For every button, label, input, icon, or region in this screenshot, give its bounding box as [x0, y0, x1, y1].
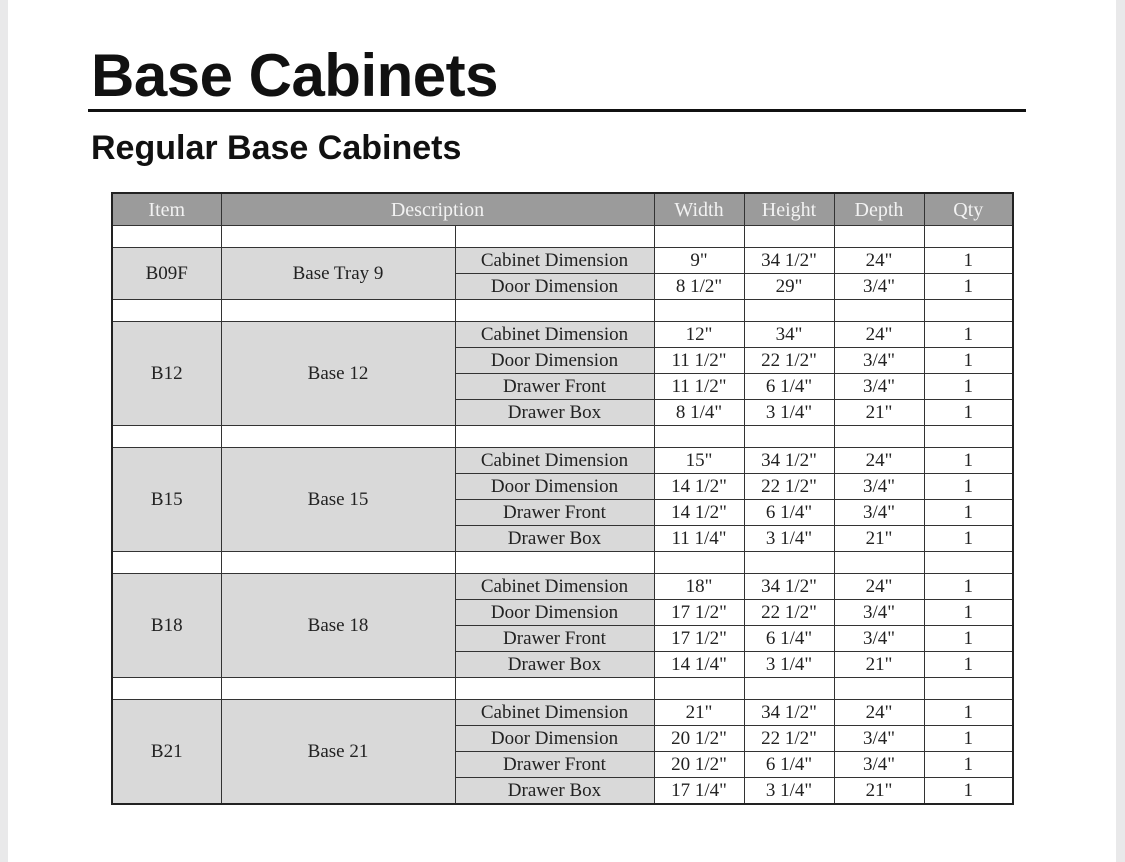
height-value: 34" — [744, 322, 834, 348]
part-name: Door Dimension — [455, 600, 654, 626]
height-value: 6 1/4" — [744, 752, 834, 778]
section-subtitle: Regular Base Cabinets — [91, 129, 462, 167]
table-row — [112, 700, 1013, 726]
table-row — [112, 322, 1013, 348]
spacer-cell — [221, 300, 455, 322]
spacer-cell — [834, 678, 924, 700]
spacer-cell — [744, 426, 834, 448]
width-value: 17 1/2" — [654, 626, 744, 652]
qty-value: 1 — [924, 322, 1013, 348]
spacer-cell — [112, 426, 221, 448]
height-value: 34 1/2" — [744, 448, 834, 474]
height-value: 22 1/2" — [744, 474, 834, 500]
part-name: Drawer Front — [455, 500, 654, 526]
header-qty: Qty — [924, 193, 1013, 226]
height-value: 29" — [744, 274, 834, 300]
depth-value: 3/4" — [834, 726, 924, 752]
height-value: 22 1/2" — [744, 600, 834, 626]
depth-value: 24" — [834, 248, 924, 274]
width-value: 14 1/2" — [654, 474, 744, 500]
qty-value: 1 — [924, 448, 1013, 474]
spacer-cell — [924, 426, 1013, 448]
cabinet-spec-table — [111, 192, 1014, 805]
height-value: 6 1/4" — [744, 626, 834, 652]
spacer-cell — [112, 226, 221, 248]
header-width: Width — [654, 193, 744, 226]
qty-value: 1 — [924, 248, 1013, 274]
spacer-cell — [744, 300, 834, 322]
width-value: 20 1/2" — [654, 752, 744, 778]
depth-value: 3/4" — [834, 500, 924, 526]
qty-value: 1 — [924, 348, 1013, 374]
qty-value: 1 — [924, 626, 1013, 652]
part-name: Drawer Front — [455, 626, 654, 652]
spacer-row — [112, 426, 1013, 448]
width-value: 11 1/2" — [654, 374, 744, 400]
spacer-cell — [654, 226, 744, 248]
qty-value: 1 — [924, 600, 1013, 626]
qty-value: 1 — [924, 574, 1013, 600]
qty-value: 1 — [924, 374, 1013, 400]
depth-value: 3/4" — [834, 474, 924, 500]
spacer-cell — [112, 678, 221, 700]
spacer-row — [112, 552, 1013, 574]
height-value: 22 1/2" — [744, 348, 834, 374]
height-value: 3 1/4" — [744, 526, 834, 552]
spacer-cell — [924, 226, 1013, 248]
spacer-row — [112, 300, 1013, 322]
spacer-row — [112, 678, 1013, 700]
part-name: Door Dimension — [455, 474, 654, 500]
height-value: 6 1/4" — [744, 500, 834, 526]
header-item: Item — [112, 193, 221, 226]
spacer-cell — [744, 678, 834, 700]
spacer-cell — [112, 552, 221, 574]
height-value: 6 1/4" — [744, 374, 834, 400]
spacer-cell — [112, 300, 221, 322]
spacer-cell — [654, 426, 744, 448]
qty-value: 1 — [924, 274, 1013, 300]
width-value: 8 1/4" — [654, 400, 744, 426]
spacer-cell — [221, 552, 455, 574]
spacer-cell — [654, 300, 744, 322]
width-value: 11 1/4" — [654, 526, 744, 552]
spacer-cell — [924, 678, 1013, 700]
qty-value: 1 — [924, 726, 1013, 752]
depth-value: 3/4" — [834, 274, 924, 300]
part-name: Cabinet Dimension — [455, 448, 654, 474]
width-value: 18" — [654, 574, 744, 600]
qty-value: 1 — [924, 752, 1013, 778]
spacer-cell — [744, 226, 834, 248]
width-value: 9" — [654, 248, 744, 274]
depth-value: 21" — [834, 652, 924, 678]
table-row — [112, 448, 1013, 474]
depth-value: 3/4" — [834, 752, 924, 778]
height-value: 34 1/2" — [744, 248, 834, 274]
depth-value: 24" — [834, 322, 924, 348]
spacer-cell — [834, 426, 924, 448]
header-description: Description — [221, 193, 654, 226]
part-name: Drawer Box — [455, 778, 654, 805]
width-value: 17 1/4" — [654, 778, 744, 805]
part-name: Drawer Box — [455, 526, 654, 552]
spacer-cell — [455, 300, 654, 322]
depth-value: 24" — [834, 700, 924, 726]
width-value: 15" — [654, 448, 744, 474]
header-depth: Depth — [834, 193, 924, 226]
height-value: 3 1/4" — [744, 400, 834, 426]
height-value: 3 1/4" — [744, 652, 834, 678]
spacer-cell — [744, 552, 834, 574]
item-code: B15 — [112, 448, 221, 552]
spacer-cell — [455, 552, 654, 574]
spacer-cell — [455, 426, 654, 448]
width-value: 8 1/2" — [654, 274, 744, 300]
height-value: 3 1/4" — [744, 778, 834, 805]
qty-value: 1 — [924, 400, 1013, 426]
spacer-cell — [924, 552, 1013, 574]
part-name: Cabinet Dimension — [455, 248, 654, 274]
width-value: 12" — [654, 322, 744, 348]
header-height: Height — [744, 193, 834, 226]
depth-value: 3/4" — [834, 600, 924, 626]
item-code: B12 — [112, 322, 221, 426]
document-page — [8, 0, 1116, 862]
part-name: Cabinet Dimension — [455, 574, 654, 600]
spacer-cell — [221, 678, 455, 700]
depth-value: 24" — [834, 574, 924, 600]
spacer-cell — [924, 300, 1013, 322]
header-row — [112, 193, 1013, 226]
width-value: 20 1/2" — [654, 726, 744, 752]
part-name: Door Dimension — [455, 274, 654, 300]
page-title: Base Cabinets — [91, 42, 498, 109]
part-name: Drawer Box — [455, 400, 654, 426]
spacer-cell — [221, 226, 455, 248]
spacer-cell — [654, 552, 744, 574]
depth-value: 21" — [834, 778, 924, 805]
item-description: Base 18 — [221, 574, 455, 678]
depth-value: 3/4" — [834, 348, 924, 374]
qty-value: 1 — [924, 778, 1013, 805]
part-name: Door Dimension — [455, 348, 654, 374]
depth-value: 21" — [834, 526, 924, 552]
part-name: Door Dimension — [455, 726, 654, 752]
spacer-cell — [834, 300, 924, 322]
item-code: B21 — [112, 700, 221, 805]
qty-value: 1 — [924, 700, 1013, 726]
qty-value: 1 — [924, 526, 1013, 552]
qty-value: 1 — [924, 652, 1013, 678]
item-description: Base Tray 9 — [221, 248, 455, 300]
item-code: B09F — [112, 248, 221, 300]
spacer-cell — [455, 678, 654, 700]
item-description: Base 12 — [221, 322, 455, 426]
qty-value: 1 — [924, 474, 1013, 500]
depth-value: 3/4" — [834, 374, 924, 400]
spacer-cell — [455, 226, 654, 248]
part-name: Cabinet Dimension — [455, 700, 654, 726]
part-name: Cabinet Dimension — [455, 322, 654, 348]
height-value: 34 1/2" — [744, 574, 834, 600]
item-description: Base 15 — [221, 448, 455, 552]
qty-value: 1 — [924, 500, 1013, 526]
spacer-row — [112, 226, 1013, 248]
table-row — [112, 248, 1013, 274]
item-code: B18 — [112, 574, 221, 678]
height-value: 34 1/2" — [744, 700, 834, 726]
table-body — [112, 226, 1013, 805]
part-name: Drawer Box — [455, 652, 654, 678]
height-value: 22 1/2" — [744, 726, 834, 752]
part-name: Drawer Front — [455, 752, 654, 778]
width-value: 11 1/2" — [654, 348, 744, 374]
width-value: 21" — [654, 700, 744, 726]
title-rule — [88, 109, 1026, 112]
table-row — [112, 574, 1013, 600]
spacer-cell — [834, 226, 924, 248]
depth-value: 21" — [834, 400, 924, 426]
part-name: Drawer Front — [455, 374, 654, 400]
spacer-cell — [654, 678, 744, 700]
width-value: 17 1/2" — [654, 600, 744, 626]
spacer-cell — [221, 426, 455, 448]
depth-value: 3/4" — [834, 626, 924, 652]
item-description: Base 21 — [221, 700, 455, 805]
spacer-cell — [834, 552, 924, 574]
width-value: 14 1/4" — [654, 652, 744, 678]
depth-value: 24" — [834, 448, 924, 474]
width-value: 14 1/2" — [654, 500, 744, 526]
